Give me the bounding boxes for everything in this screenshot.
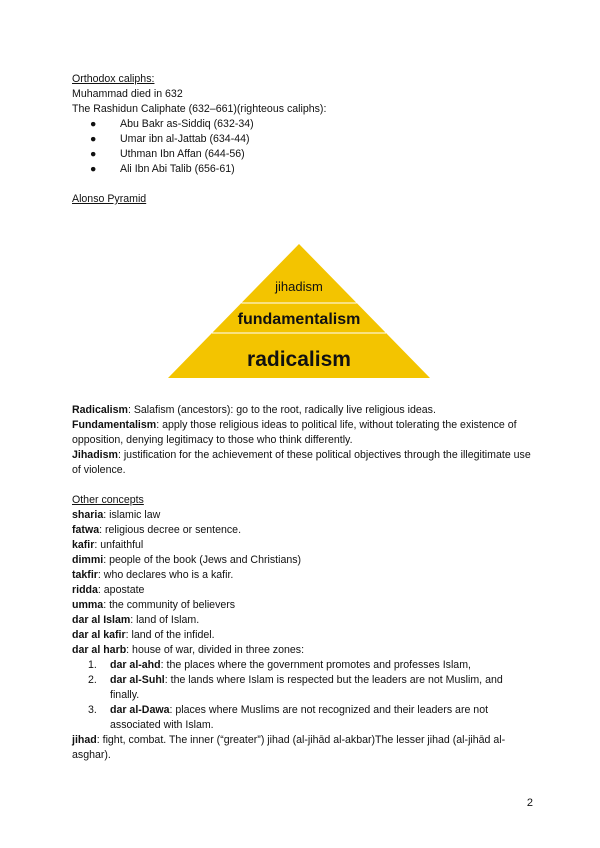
- list-item: ● Umar ibn al-Jattab (634-44): [90, 133, 250, 145]
- concept-item: kafir: unfaithful: [72, 539, 144, 551]
- document-page: [72, 72, 532, 763]
- caliphs-heading: Orthodox caliphs:: [72, 73, 155, 85]
- pyramid-heading: Alonso Pyramid: [72, 193, 147, 205]
- bullet-icon: ●: [90, 133, 97, 145]
- list-item: 2. dar al-Suhl: the lands where Islam is respected but the leaders are not Muslim, and finally.: [88, 674, 503, 701]
- pyramid-svg: [72, 207, 532, 397]
- concept-item: ridda: apostate: [72, 584, 145, 596]
- pyramid-level-jihadism: jihadism: [275, 279, 323, 294]
- page-number: 2: [526, 797, 533, 809]
- alonso-pyramid-diagram: [72, 207, 532, 397]
- list-item: ● Abu Bakr as-Siddiq (632-34): [90, 118, 254, 130]
- concept-item: sharia: islamic law: [72, 509, 161, 521]
- definition-radicalism: Radicalism: Salafism (ancestors): go to the root, radically live religious ideas.: [72, 404, 436, 416]
- caliphs-list: [72, 117, 532, 177]
- definition-fundamentalism: Fundamentalism: apply those religious ideas to political life, without tolerating the existence of opposition, denying legitimacy to those who think differently.: [72, 419, 517, 446]
- concept-item: takfir: who declares who is a kafir.: [72, 569, 234, 581]
- list-item: 3. dar al-Dawa: places where Muslims are not recognized and their leaders are not associated with Islam.: [88, 704, 489, 731]
- caliphs-line-2: The Rashidun Caliphate (632–661)(righteous caliphs):: [72, 103, 327, 115]
- concept-item: umma: the community of believers: [72, 599, 236, 611]
- list-item: 1. dar al-ahd: the places where the government promotes and professes Islam,: [88, 659, 471, 671]
- list-item: ● Ali Ibn Abi Talib (656-61): [90, 163, 235, 175]
- pyramid-level-radicalism: radicalism: [247, 348, 351, 371]
- concept-item: dar al Islam: land of Islam.: [72, 614, 200, 626]
- bullet-icon: ●: [90, 118, 97, 130]
- pyramid-level-fundamentalism: fundamentalism: [237, 311, 361, 328]
- concepts-heading: Other concepts: [72, 494, 144, 506]
- caliphs-line-1: Muhammad died in 632: [72, 88, 183, 100]
- concept-item: fatwa: religious decree or sentence.: [72, 524, 242, 536]
- definition-jihadism: Jihadism: justification for the achievement of these political objectives through the illegitimate use of violence.: [72, 449, 531, 476]
- list-item: ● Uthman Ibn Affan (644-56): [90, 148, 245, 160]
- concept-item: dimmi: people of the book (Jews and Christians): [72, 554, 302, 566]
- zones-list: [72, 658, 532, 733]
- bullet-icon: ●: [90, 163, 97, 175]
- concept-jihad: jihad: fight, combat. The inner (“greater”) jihad (al-jihād al-akbar)The lesser jihad (al-jihād al-asghar).: [72, 734, 506, 761]
- concept-item: dar al kafir: land of the infidel.: [72, 629, 215, 641]
- bullet-icon: ●: [90, 148, 97, 160]
- concept-item: dar al harb: house of war, divided in three zones:: [72, 644, 305, 656]
